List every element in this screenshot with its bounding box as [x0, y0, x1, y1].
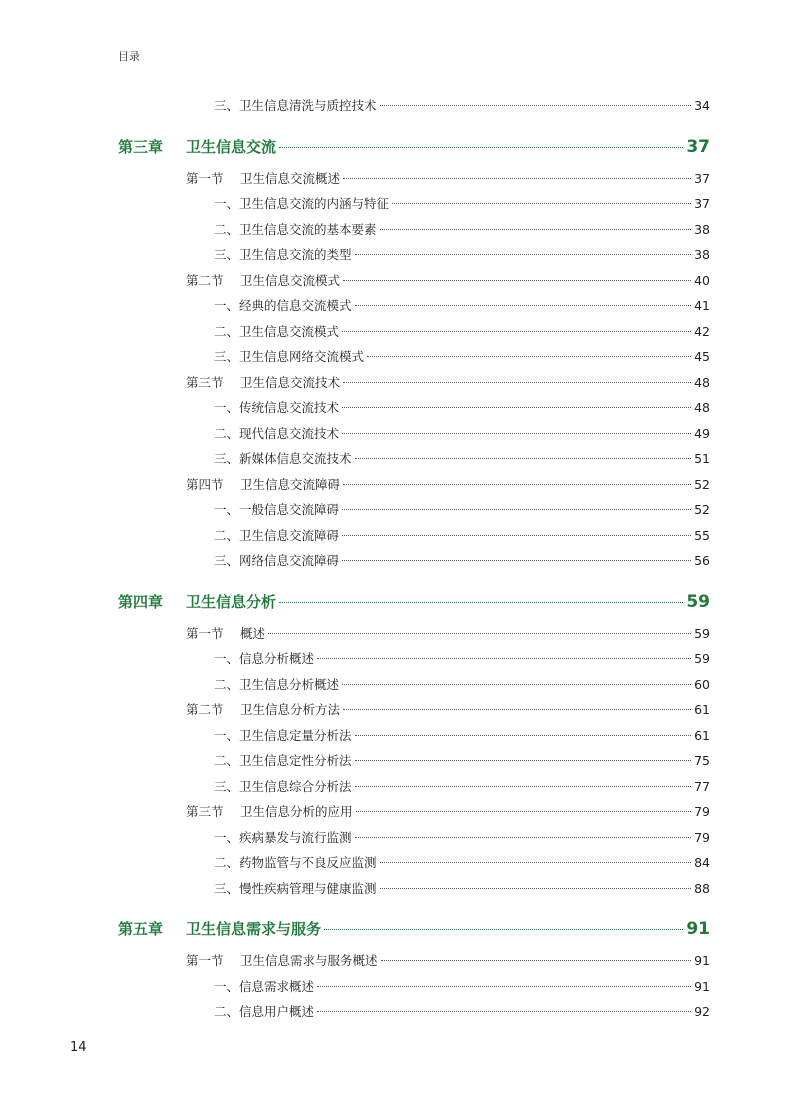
- dot-leader: [317, 1010, 691, 1012]
- toc-section-page: 37: [694, 170, 710, 186]
- dot-leader: [343, 483, 691, 485]
- toc-item-page: 38: [694, 247, 710, 262]
- toc-section-title: 概述: [240, 625, 266, 641]
- dot-leader: [355, 457, 692, 459]
- dot-leader: [392, 202, 691, 204]
- toc-item-title: 一、经典的信息交流模式: [214, 298, 352, 313]
- toc-item[interactable]: [118, 526, 710, 552]
- dot-leader: [343, 279, 691, 281]
- toc-item-title: 三、卫生信息交流的类型: [214, 247, 352, 262]
- toc-section-page: 91: [694, 953, 710, 968]
- dot-leader: [342, 559, 691, 561]
- toc-item-title: 一、卫生信息交流的内涵与特征: [214, 196, 390, 211]
- toc-item-page: 52: [694, 502, 710, 517]
- dot-leader: [367, 355, 691, 357]
- dot-leader: [356, 810, 692, 812]
- toc-chapter[interactable]: [118, 918, 710, 951]
- toc-item-page: 37: [694, 196, 710, 211]
- toc-section-title: 卫生信息交流概述: [240, 170, 341, 186]
- toc-item-title: 一、疾病暴发与流行监测: [214, 829, 352, 845]
- toc-item-page: 55: [694, 527, 710, 543]
- toc-item-page: 79: [694, 829, 710, 845]
- toc-section-page: 79: [694, 804, 710, 819]
- toc-item-page: 42: [694, 323, 710, 339]
- toc-section-number: 第一节: [186, 953, 224, 968]
- toc-section-page: 61: [694, 702, 710, 717]
- toc-item[interactable]: [118, 322, 710, 348]
- toc-item-page: 92: [694, 1004, 710, 1019]
- toc-item[interactable]: [118, 977, 710, 1003]
- toc-chapter-number: 第三章: [118, 137, 164, 156]
- dot-leader: [342, 534, 691, 536]
- toc-item-title: 三、卫生信息清洗与质控技术: [214, 98, 377, 113]
- toc-chapter-title: 卫生信息需求与服务: [186, 920, 322, 938]
- toc-item-title: 三、慢性疾病管理与健康监测: [214, 880, 377, 896]
- toc-chapter-title: 卫生信息分析: [186, 592, 277, 611]
- toc-item[interactable]: [118, 853, 710, 879]
- toc-section-page: 59: [694, 625, 710, 641]
- toc-section-title: 卫生信息交流技术: [240, 374, 341, 390]
- dot-leader: [355, 734, 692, 736]
- toc-section[interactable]: [118, 373, 710, 399]
- toc-item[interactable]: [118, 751, 710, 777]
- running-header: 目录: [118, 50, 140, 63]
- dot-leader: [324, 928, 683, 930]
- toc-item[interactable]: [118, 194, 710, 220]
- dot-leader: [343, 381, 691, 383]
- toc-chapter[interactable]: [118, 591, 710, 624]
- toc-item-page: 61: [694, 727, 710, 743]
- toc-section-number: 第三节: [186, 374, 224, 390]
- toc-section-number: 第二节: [186, 272, 224, 288]
- toc-item[interactable]: [118, 398, 710, 424]
- toc-item-page: 75: [694, 753, 710, 768]
- toc-section-number: 第三节: [186, 804, 224, 819]
- toc-item-page: 34: [694, 98, 710, 113]
- toc-item-title: 二、信息用户概述: [214, 1004, 315, 1019]
- dot-leader: [317, 657, 691, 659]
- dot-leader: [343, 177, 691, 179]
- toc-item-title: 二、卫生信息定性分析法: [214, 753, 352, 768]
- toc-section-title: 卫生信息需求与服务概述: [240, 953, 378, 968]
- dot-leader: [317, 985, 691, 987]
- toc-section-title: 卫生信息交流模式: [240, 272, 341, 288]
- dot-leader: [380, 861, 692, 863]
- toc-item-page: 38: [694, 221, 710, 237]
- toc-item-page: 88: [694, 880, 710, 896]
- toc-item-page: 91: [694, 978, 710, 994]
- toc-item-page: 84: [694, 855, 710, 870]
- toc-item-title: 二、卫生信息交流障碍: [214, 527, 340, 543]
- toc-item-page: 41: [694, 298, 710, 313]
- toc-item-title: 一、一般信息交流障碍: [214, 502, 340, 517]
- toc-chapter-number: 第五章: [118, 920, 164, 938]
- toc-item[interactable]: [118, 347, 710, 373]
- dot-leader: [355, 304, 692, 306]
- table-of-contents: [118, 96, 710, 1028]
- dot-leader: [342, 330, 691, 332]
- dot-leader: [342, 683, 691, 685]
- toc-item-title: 一、信息分析概述: [214, 651, 315, 666]
- toc-item-page: 77: [694, 778, 710, 794]
- toc-chapter[interactable]: [118, 136, 710, 169]
- toc-chapter-page: 59: [686, 591, 710, 612]
- toc-item-page: 59: [694, 651, 710, 666]
- toc-section[interactable]: [118, 700, 710, 726]
- toc-section-title: 卫生信息分析的应用: [240, 804, 353, 819]
- dot-leader: [343, 708, 691, 710]
- toc-section-number: 第一节: [186, 170, 224, 186]
- dot-leader: [342, 508, 691, 510]
- toc-item[interactable]: [118, 296, 710, 322]
- toc-item-page: 49: [694, 425, 710, 441]
- toc-section-page: 52: [694, 476, 710, 492]
- toc-item-title: 三、卫生信息综合分析法: [214, 778, 352, 794]
- dot-leader: [268, 632, 691, 634]
- dot-leader: [355, 785, 692, 787]
- toc-section[interactable]: [118, 624, 710, 650]
- page-number: 14: [70, 1040, 87, 1055]
- toc-item[interactable]: [118, 551, 710, 577]
- toc-item-page: 45: [694, 349, 710, 364]
- dot-leader: [355, 836, 692, 838]
- dot-leader: [279, 146, 683, 148]
- toc-item[interactable]: [118, 1002, 710, 1028]
- toc-item[interactable]: [118, 449, 710, 475]
- toc-item[interactable]: [118, 220, 710, 246]
- toc-item[interactable]: [118, 500, 710, 526]
- dot-leader: [342, 432, 691, 434]
- toc-item-page: 60: [694, 676, 710, 692]
- toc-item[interactable]: [118, 777, 710, 803]
- dot-leader: [279, 601, 683, 603]
- toc-item-title: 三、卫生信息网络交流模式: [214, 349, 365, 364]
- toc-item-title: 三、新媒体信息交流技术: [214, 451, 352, 466]
- dot-leader: [380, 104, 692, 106]
- toc-item[interactable]: [118, 879, 710, 905]
- toc-item-title: 二、卫生信息交流模式: [214, 323, 340, 339]
- toc-item-title: 一、信息需求概述: [214, 978, 315, 994]
- toc-item[interactable]: [118, 245, 710, 271]
- toc-item-title: 二、现代信息交流技术: [214, 425, 340, 441]
- toc-section[interactable]: [118, 271, 710, 297]
- toc-item-page: 56: [694, 553, 710, 568]
- toc-item-title: 二、卫生信息分析概述: [214, 676, 340, 692]
- dot-leader: [355, 759, 692, 761]
- toc-item[interactable]: [118, 726, 710, 752]
- toc-section-number: 第四节: [186, 476, 224, 492]
- toc-item[interactable]: [118, 96, 710, 122]
- toc-chapter-title: 卫生信息交流: [186, 137, 277, 156]
- dot-leader: [342, 406, 691, 408]
- toc-section[interactable]: [118, 951, 710, 977]
- toc-section-page: 40: [694, 272, 710, 288]
- toc-item-title: 一、传统信息交流技术: [214, 400, 340, 415]
- toc-section-title: 卫生信息分析方法: [240, 702, 341, 717]
- toc-item-title: 三、网络信息交流障碍: [214, 553, 340, 568]
- toc-section[interactable]: [118, 802, 710, 828]
- toc-chapter-page: 91: [686, 919, 710, 939]
- toc-item-title: 二、药物监管与不良反应监测: [214, 855, 377, 870]
- toc-item-title: 一、卫生信息定量分析法: [214, 727, 352, 743]
- toc-section-title: 卫生信息交流障碍: [240, 476, 341, 492]
- toc-item[interactable]: [118, 828, 710, 854]
- toc-item[interactable]: [118, 424, 710, 450]
- toc-chapter-number: 第四章: [118, 592, 164, 611]
- dot-leader: [355, 253, 692, 255]
- toc-section-number: 第二节: [186, 702, 224, 717]
- toc-item-page: 48: [694, 400, 710, 415]
- toc-section[interactable]: [118, 169, 710, 195]
- toc-item-title: 二、卫生信息交流的基本要素: [214, 221, 377, 237]
- toc-chapter-page: 37: [686, 136, 710, 157]
- dot-leader: [381, 959, 692, 961]
- toc-item[interactable]: [118, 675, 710, 701]
- toc-section[interactable]: [118, 475, 710, 501]
- toc-item[interactable]: [118, 649, 710, 675]
- toc-item-page: 51: [694, 451, 710, 466]
- toc-section-number: 第一节: [186, 625, 224, 641]
- dot-leader: [380, 228, 692, 230]
- dot-leader: [380, 887, 692, 889]
- toc-section-page: 48: [694, 374, 710, 390]
